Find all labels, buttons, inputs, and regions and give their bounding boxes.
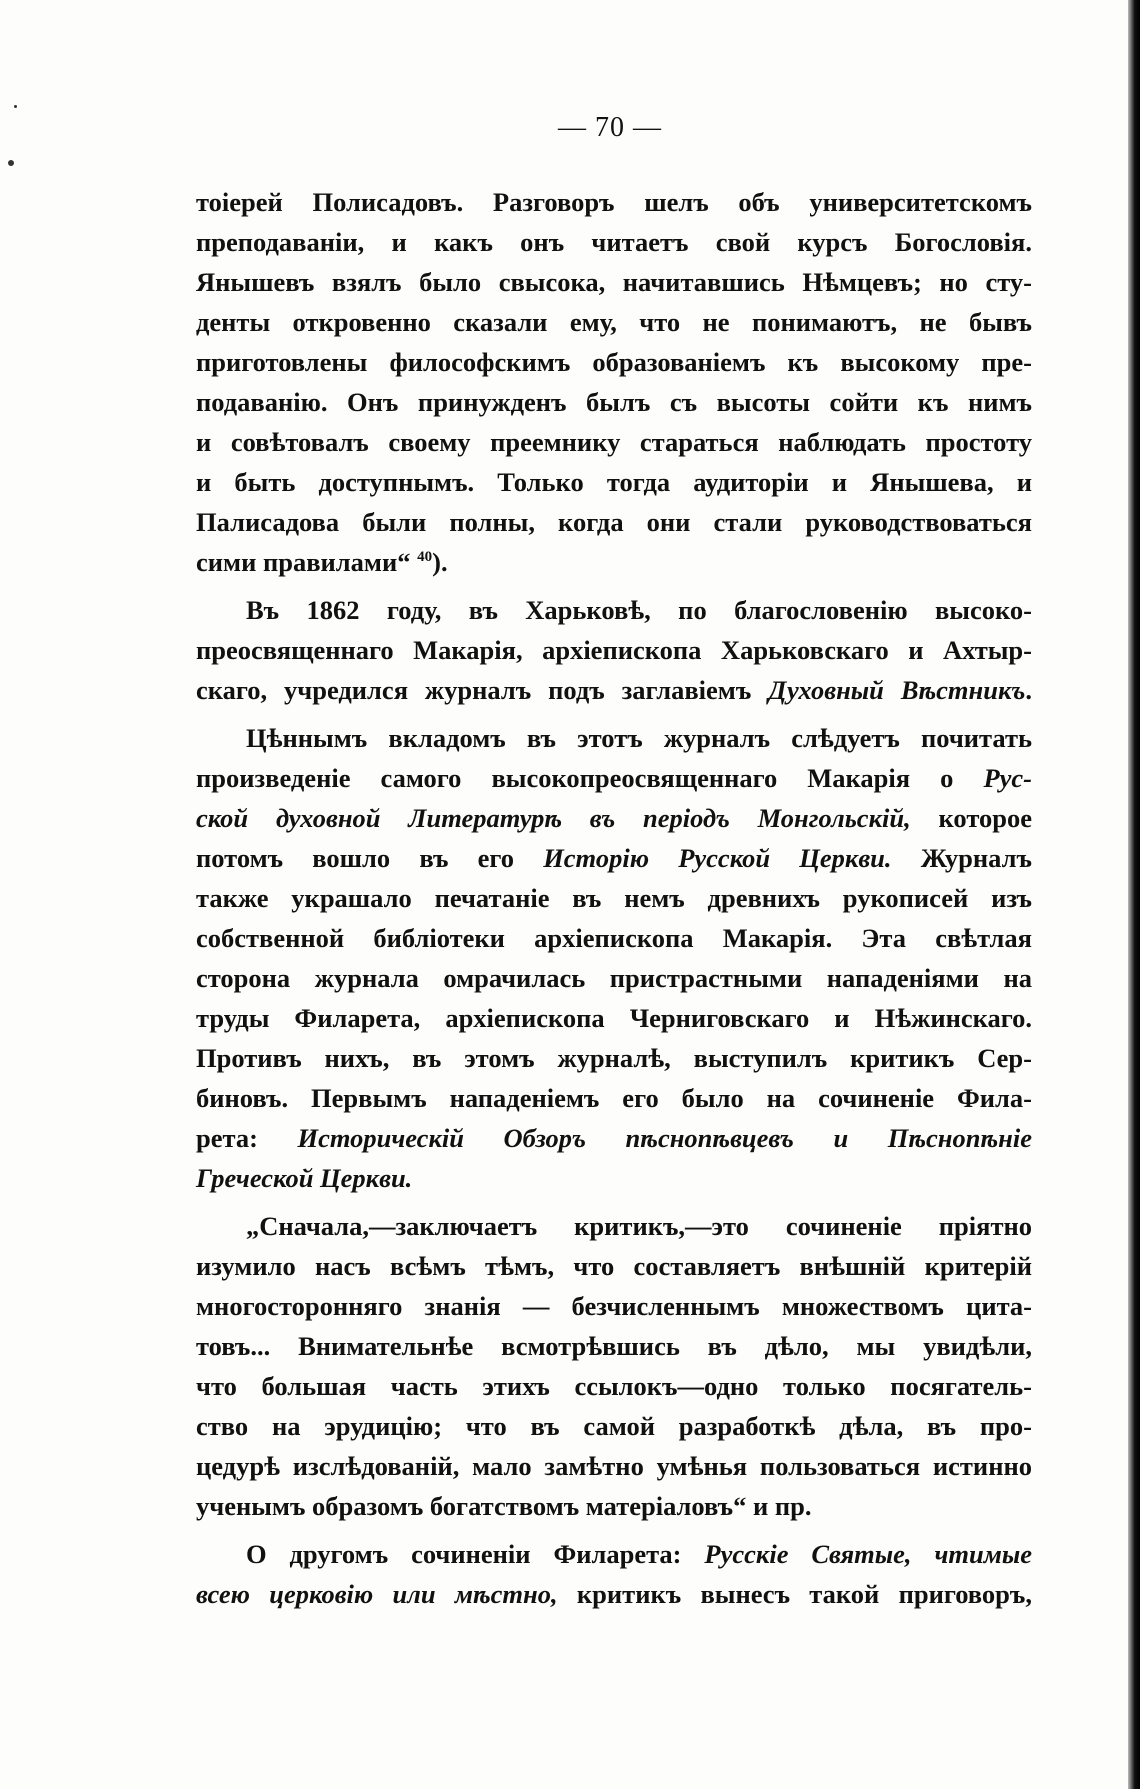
text-line xyxy=(196,670,1032,710)
italic-title: всею церковію или мѣстно, xyxy=(196,1579,558,1609)
text-run: ). xyxy=(432,547,448,577)
text-line: „Сначала,—заключаетъ критикъ,—это сочиненіе пріятно xyxy=(246,1211,1032,1241)
text-line: Цѣннымъ вкладомъ въ этотъ журналъ слѣдуетъ почитать xyxy=(246,723,1032,753)
text-run: О другомъ сочиненіи Филарета: xyxy=(246,1539,682,1569)
paragraph-5 xyxy=(196,1534,1032,1614)
text-line: что большая часть этихъ ссылокъ—одно только посягатель- xyxy=(196,1371,1032,1401)
text-line: Въ 1862 году, въ Харьковѣ, по благословенію высоко- xyxy=(246,595,1032,625)
text-line xyxy=(196,1118,1032,1158)
italic-title: ской духовной Литературѣ въ періодъ Монгольскій, xyxy=(196,803,911,833)
text-run: рета: xyxy=(196,1123,258,1153)
text-run: . xyxy=(1025,675,1033,705)
text-line xyxy=(196,1534,1032,1574)
text-line xyxy=(196,1574,1032,1614)
page-number: — 70 — xyxy=(558,112,662,143)
paragraph-2 xyxy=(196,590,1032,710)
text-line: приготовлены философскимъ образованіемъ къ высокому пре- xyxy=(196,347,1032,377)
text-run: произведеніе самого высокопреосвященнаго Макарія о xyxy=(196,763,954,793)
paragraph-4 xyxy=(196,1206,1032,1526)
text-line: денты откровенно сказали ему, что не понимаютъ, не бывъ xyxy=(196,307,1032,337)
text-line: сторона журнала омрачилась пристрастными нападеніями на xyxy=(196,963,1032,993)
text-run: которое xyxy=(938,803,1033,833)
text-line: биновъ. Первымъ нападеніемъ его было на сочиненіе Фила- xyxy=(196,1083,1032,1113)
text-line: Противъ нихъ, въ этомъ журналѣ, выступилъ критикъ Сер- xyxy=(196,1043,1032,1073)
text-line: труды Филарета, архіепископа Черниговскаго и Нѣжинскаго. xyxy=(196,1003,1032,1033)
italic-title: Русскіе Святые, чтимые xyxy=(704,1539,1033,1569)
text-line: многосторонняго знанія — безчисленнымъ множествомъ цита- xyxy=(196,1291,1032,1321)
text-run: скаго, учредился журналъ подъ заглавіемъ xyxy=(196,675,752,705)
text-run: потомъ вошло въ его xyxy=(196,843,514,873)
italic-title: Рус- xyxy=(983,763,1032,793)
text-line xyxy=(196,838,1032,878)
text-body xyxy=(196,182,1032,1614)
text-line: Палисадова были полны, когда они стали руководствоваться xyxy=(196,507,1032,537)
margin-speck xyxy=(8,160,14,166)
text-line xyxy=(196,798,1032,838)
paragraph-3 xyxy=(196,718,1032,1198)
text-line: тоіерей Полисадовъ. Разговоръ шелъ объ университетскомъ xyxy=(196,187,1032,217)
text-line: преосвященнаго Макарія, архіепископа Харьковскаго и Ахтыр- xyxy=(196,635,1032,665)
text-line: подаванію. Онъ принужденъ былъ съ высоты сойти къ нимъ xyxy=(196,387,1032,417)
italic-title: Исторію Русской Церкви. xyxy=(543,843,892,873)
italic-title: Греческой Церкви. xyxy=(196,1163,413,1193)
margin-speck xyxy=(14,105,17,108)
text-run: Журналъ xyxy=(920,843,1032,873)
text-line: цедурѣ изслѣдованій, мало замѣтно умѣнья пользоваться истинно xyxy=(196,1451,1032,1481)
text-line: изумило насъ всѣмъ тѣмъ, что составляетъ внѣшній критерій xyxy=(196,1251,1032,1281)
text-line: Янышевъ взялъ было свысока, начитавшись Нѣмцевъ; но сту- xyxy=(196,267,1032,297)
text-line: ученымъ образомъ богатствомъ матеріаловъ“ и пр. xyxy=(196,1491,812,1521)
paragraph-1 xyxy=(196,182,1032,582)
text-line: собственной библіотеки архіепископа Макарія. Эта свѣтлая xyxy=(196,923,1032,953)
italic-title: Историческій Обзоръ пѣснопѣвцевъ и Пѣснопѣніе xyxy=(297,1123,1032,1153)
text-line: и быть доступнымъ. Только тогда аудиторіи и Янышева, и xyxy=(196,467,1032,497)
text-run: критикъ вынесъ такой приговоръ, xyxy=(576,1579,1032,1609)
text-line: также украшало печатаніе въ немъ древнихъ рукописей изъ xyxy=(196,883,1032,913)
text-line: товъ... Внимательнѣе всмотрѣвшись въ дѣло, мы увидѣли, xyxy=(196,1331,1032,1361)
text-line xyxy=(196,758,1032,798)
text-line: ство на эрудицію; что въ самой разработкѣ дѣла, въ про- xyxy=(196,1411,1032,1441)
text-line: преподаваніи, и какъ онъ читаетъ свой курсъ Богословія. xyxy=(196,227,1032,257)
page-binding-edge xyxy=(1128,0,1140,1789)
text-line: и совѣтовалъ своему преемнику стараться наблюдать простоту xyxy=(196,427,1032,457)
journal-title: Духовный Вѣстникъ xyxy=(768,675,1026,705)
text-line xyxy=(196,1158,1032,1198)
text-run: сими правилами xyxy=(196,547,398,577)
closing-quote: “ xyxy=(397,547,411,577)
text-line xyxy=(196,542,1032,582)
footnote-ref: 40 xyxy=(417,549,433,565)
